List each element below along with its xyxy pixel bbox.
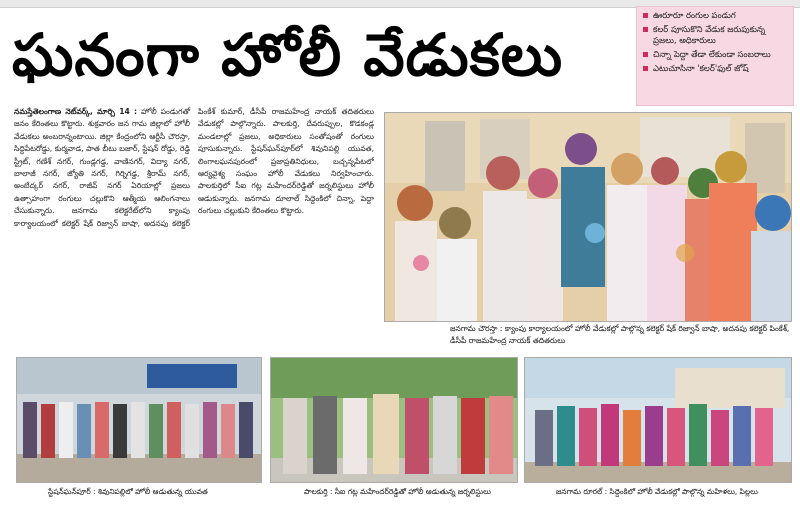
article-body	[14, 106, 374, 351]
article-dateline: నమస్తేతెలంగాణ నెట్‌వర్క్, మార్చి 14 :	[14, 107, 138, 116]
highlight-item: కలర్ పూసుకొని వేడుక జరుపుకున్న ప్రజలు, అధికారులు	[643, 24, 787, 46]
page-headline: ఘనంగా హోలీ వేడుకలు	[12, 21, 564, 89]
highlight-item: ఎటుచూసినా 'కలర్'ఫుల్ జోష్	[643, 63, 787, 74]
highlight-item: ఊరూరూ రంగుల పండుగ	[643, 10, 787, 21]
photo-palakurthi-caption: పాలకుర్తి : సీఐ గట్ల మహేందర్‌రెడ్డితో హోలీ ఆడుతున్న జర్నలిస్టులు	[304, 487, 491, 496]
main-photo-image	[385, 113, 792, 322]
main-photo-caption: జనగామ చౌరస్తా : క్యాంపు కార్యాలయంలో హోలీ వేడుకల్లో పాల్గొన్న కలెక్టర్ షేక్ రిజ్వాన్ బాషా, అదనపు కలెక్టర్ పింకేశ్, డీసీపీ రాజమహేంద్ర నాయక్ తదితరులు	[450, 324, 790, 345]
photo-janagama-rural-image	[525, 358, 792, 483]
main-photo	[384, 112, 792, 322]
photo-station-ghanpur-image	[17, 358, 262, 483]
photo-janagama-rural-caption: జనగామ రూరల్ : సిద్దెంకిలో హోలీ వేడుకల్లో పాల్గొన్న మహిళలు, పిల్లలు	[556, 487, 758, 496]
article-text: హోలీ పండుగతో జనం కేరింతలు కొట్టారు. శుక్రవారం జన గామ జిల్లాలో హోలీ వేడుకలు అంబరాన్నంటాయి. జిల్లా కేంద్రంలోని ఆర్టీసీ చౌరస్తా, సిద్ధిపేటరోడ్డు, కుర్మవాడ, పాత బీటు బజార్, స్టేషన్ రోడ్డు, రెడ్డి స్ట్రీట్, గణేశ్ నగర్, గుండ్లగడ్డ, వాణినగర్, విద్యా నగర్, బాలాజీ నగర్, జ్యోతి నగర్, గిర్నిగడ్డ, శ్రీరామ్ నగర్, అంబేద్కర్ నగర్, రాజీవ్ నగర్ ఏరియాల్లో ప్రజలు ఉత్సాహంగా రంగులు చల్లుకొని ఆత్మీయ ఆలింగనాలు చేసుకున్నారు. జనగామ కలెక్టరేట్‌లోని క్యాంపు కార్యాలయంలో కలెక్టర్ షేక్ రిజ్వాన్ బాషా, అదనపు కలెక్టర్ పింకేశ్ కుమార్, డీసీపీ రాజమహేంద్ర నాయక్ తదితరులు వేడుకల్లో పాల్గొన్నారు. పాలకుర్తి, దేవరుప్పుల, కొడకండ్ల మండలాల్లో ప్రజలు, అధికారులు సంతోషంతో రంగులు పూసుకున్నారు. స్టేషన్‌ఘన్‌పూర్‌లో శివునిపల్లి యువత, లింగాలఘనపురంలో ప్రజాప్రతినిధులు, బచ్చన్నపేటలో ఆర్యవైశ్య సంఘం హోలీ వేడుకలు నిర్వహించారు. పాలకుర్తిలో సీఐ గట్ల మహేందర్‌రెడ్డితో జర్నలిస్టులు హోలీ ఆడుకున్నారు. జనగామ దూలాల్ సిద్దెంకిలో చిన్నా, పెద్దా రంగులు చల్లుకుని కేరింతలు కొట్టారు.	[14, 107, 374, 228]
photo-palakurthi-image	[271, 358, 518, 483]
photo-palakurthi	[270, 357, 518, 483]
highlights-box	[636, 6, 794, 106]
photo-station-ghanpur	[16, 357, 262, 483]
photo-janagama-rural	[524, 357, 792, 483]
highlight-item: చిన్నా పెద్దా తేడా లేకుండా సంబరాలు	[643, 49, 787, 60]
photo-station-ghanpur-caption: స్టేషన్‌ఘన్‌పూర్ : శివునిపల్లిలో హోలీ ఆడుతున్న యువత	[48, 487, 208, 496]
